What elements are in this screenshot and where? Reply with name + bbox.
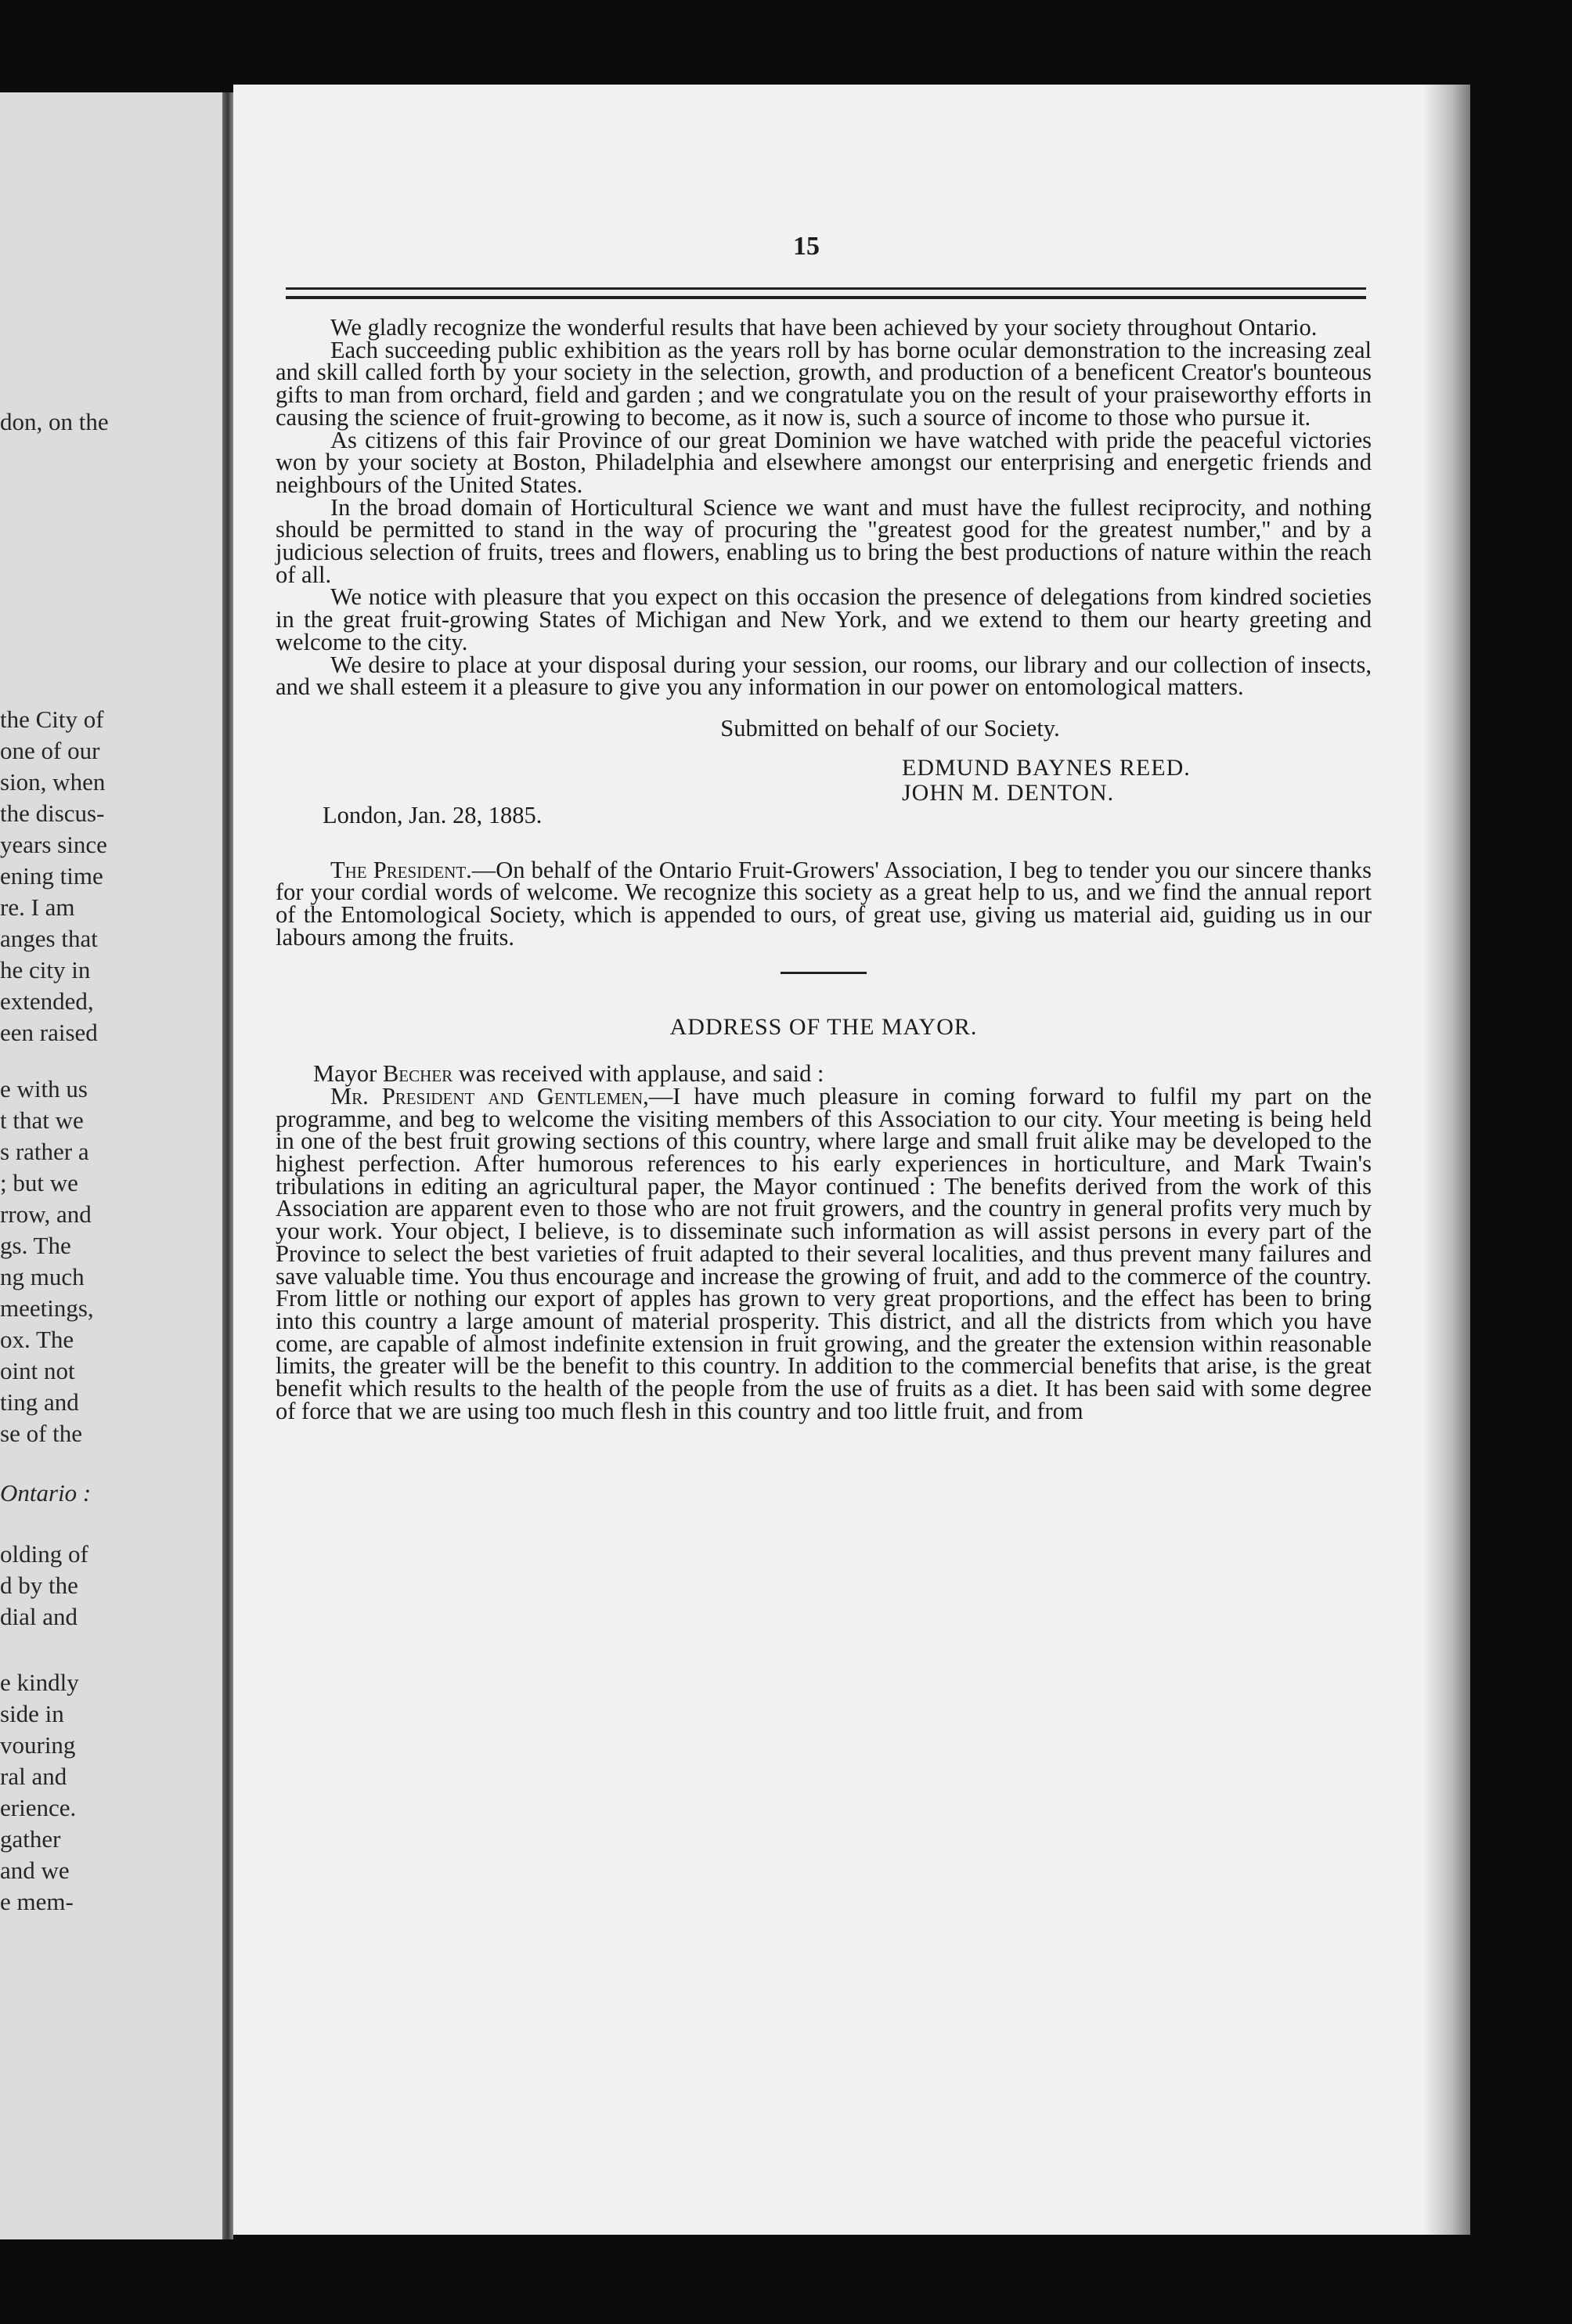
mayor-intro-post: was received with applause, and said : — [452, 1060, 824, 1088]
left-page-text-fragment: re. I am — [0, 893, 75, 921]
signature-reed: EDMUND BAYNES REED. — [902, 754, 1191, 781]
left-page-fragment — [0, 92, 222, 2239]
left-page-text-fragment: sion, when — [0, 768, 106, 796]
left-page-text-fragment: ng much — [0, 1263, 85, 1290]
left-page-text-fragment: and we — [0, 1857, 70, 1884]
mayor-intro-pre: Mayor — [313, 1060, 383, 1088]
left-page-text-fragment: e kindly — [0, 1669, 79, 1696]
section-heading: ADDRESS OF THE MAYOR. — [669, 1014, 978, 1041]
left-page-text-fragment: oint not — [0, 1357, 75, 1384]
left-page-text-fragment: don, on the — [0, 408, 109, 435]
left-page-text-fragment: olding of — [0, 1540, 88, 1568]
left-page-text-fragment: ox. The — [0, 1326, 74, 1353]
left-page-text-fragment: erience. — [0, 1794, 77, 1821]
mayor-text: —I have much pleasure in coming forward to fulfil my part on the programme, and beg to welcome the visiting members of this Association to our city. Your meeting is being held in one of the best fruit growing sections of this country, where large and small fruit alike may be developed to the highest perfection. After humorous references to his early experiences in horticulture, and Mark Twain's tribulations in editing an agricultural paper, the Mayor continued : The benefits derived from the work of this Association are apparent even to those who are not fruit growers, and the country in general profits very much by your work. Your object, I believe, is to disseminate such information as will assist persons in every part of the Province to select the best varieties of fruit adapted to their several localities, and thus prevent many failures and save valuable time. You thus encourage and increase the growing of fruit, and add to the commerce of the country. From little or nothing our export of apples has grown to very great proportions, and the effect has been to bring into this country a large amount of material prosperity. This district, and all the districts from which you have come, are capable of almost indefinite extension in fruit growing, and the greater the extension within reasonable limits, the greater will be the benefit to this country. In addition to the commercial benefits that arise, is the great benefit which results to the health of the people from the use of fruits as a diet. It has been said with some degree of force that we are using too much flesh in this country and too little fruit, and from — [276, 1082, 1372, 1424]
mayor-intro — [276, 1060, 1372, 1088]
page-body — [276, 316, 1372, 1422]
section-divider — [781, 972, 867, 974]
left-page-text-fragment: ening time — [0, 862, 103, 890]
mayor-name: Becher — [382, 1060, 453, 1088]
paragraph: As citizens of this fair Province of our great Dominion we have watched with pride the peaceful victories won by your society at Boston, Philadelphia and elsewhere amongst our enterprising and energetic friends and neighbours of the United States. — [276, 426, 1372, 498]
left-page-text-fragment: extended, — [0, 987, 94, 1015]
left-page-text-fragment: rrow, and — [0, 1200, 92, 1228]
president-reply — [276, 856, 1372, 951]
left-page-text-fragment: ; but we — [0, 1169, 78, 1196]
left-page-text-fragment: ting and — [0, 1388, 79, 1416]
president-text: —On behalf of the Ontario Fruit-Growers' Association, I beg to tender you our sincere thanks for your cordial words of welcome. We recognize this society as a great help to us, and we find the annual report of the Entomological Society, which is appended to ours, of great use, giving us material aid, guiding us in our labours among the fruits. — [276, 856, 1372, 951]
submitted-line: Submitted on behalf of our Society. — [720, 714, 1060, 742]
left-page-text-fragment: e mem- — [0, 1888, 74, 1915]
paragraph: Each succeeding public exhibition as the years roll by has borne ocular demonstration to the increasing zeal and skill called forth by your society in the selection, growth, and production of a beneficent Creator's bounteous gifts to man from orchard, field and garden ; and we congratulate you on the result of your praiseworthy efforts in causing the science of fruit-growing to become, as it now is, such a source of income to those who pursue it. — [276, 336, 1372, 431]
paragraph: We gladly recognize the wonderful results that have been achieved by your society throughout Ontario. — [330, 314, 1318, 341]
page-number: 15 — [793, 232, 820, 261]
left-page-text-fragment: t that we — [0, 1106, 84, 1134]
left-page-text-fragment: se of the — [0, 1420, 83, 1447]
left-page-text-fragment: gs. The — [0, 1232, 71, 1259]
left-page-text-fragment: Ontario : — [0, 1479, 92, 1507]
paragraph: We notice with pleasure that you expect on this occasion the presence of delegations from kindred societies in the great fruit-growing States of Michigan and New York, and we extend to them our hearty greeting and welcome to the city. — [276, 583, 1372, 655]
signature-denton: JOHN M. DENTON. — [902, 779, 1115, 806]
left-page-text-fragment: the City of — [0, 706, 104, 733]
signature-block — [276, 754, 1372, 832]
left-page-text-fragment: side in — [0, 1700, 64, 1727]
left-page-text-fragment: gather — [0, 1825, 61, 1853]
header-rule-thin — [286, 287, 1366, 290]
left-page-text-fragment: anges that — [0, 925, 98, 952]
paragraph: In the broad domain of Horticultural Science we want and must have the fullest reciprocity, and nothing should be permitted to stand in the way of procuring the "greatest good for the greatest number," and by a judicious selection of fruits, trees and flowers, enabling us to bring the best productions of nature within the reach of all. — [276, 493, 1372, 588]
left-page-text-fragment: s rather a — [0, 1138, 89, 1165]
left-page-text-fragment: the discus- — [0, 799, 105, 827]
page-edge-shadow — [1423, 85, 1470, 2235]
mayor-salutation: Mr. President and Gentlemen, — [330, 1082, 649, 1110]
header-rule-thick — [286, 296, 1366, 299]
left-page-text-fragment: he city in — [0, 956, 91, 983]
president-label: The President. — [330, 856, 472, 883]
left-page-text-fragment: years since — [0, 831, 107, 858]
left-page-text-fragment: een raised — [0, 1019, 98, 1046]
left-page-text-fragment: one of our — [0, 737, 100, 764]
left-page-text-fragment: meetings, — [0, 1294, 94, 1322]
book-gutter — [222, 92, 233, 2239]
mayor-address — [276, 1082, 1372, 1424]
left-page-text-fragment: d by the — [0, 1572, 78, 1599]
date-line: London, Jan. 28, 1885. — [323, 801, 543, 828]
left-page-text-fragment: ral and — [0, 1763, 67, 1790]
paragraph: We desire to place at your disposal during your session, our rooms, our library and our collection of insects, and we shall esteem it a pleasure to give you any information in our power on entomological matters. — [276, 651, 1372, 701]
left-page-text-fragment: vouring — [0, 1731, 76, 1759]
left-page-text-fragment: dial and — [0, 1603, 78, 1630]
left-page-text-fragment: e with us — [0, 1075, 88, 1102]
